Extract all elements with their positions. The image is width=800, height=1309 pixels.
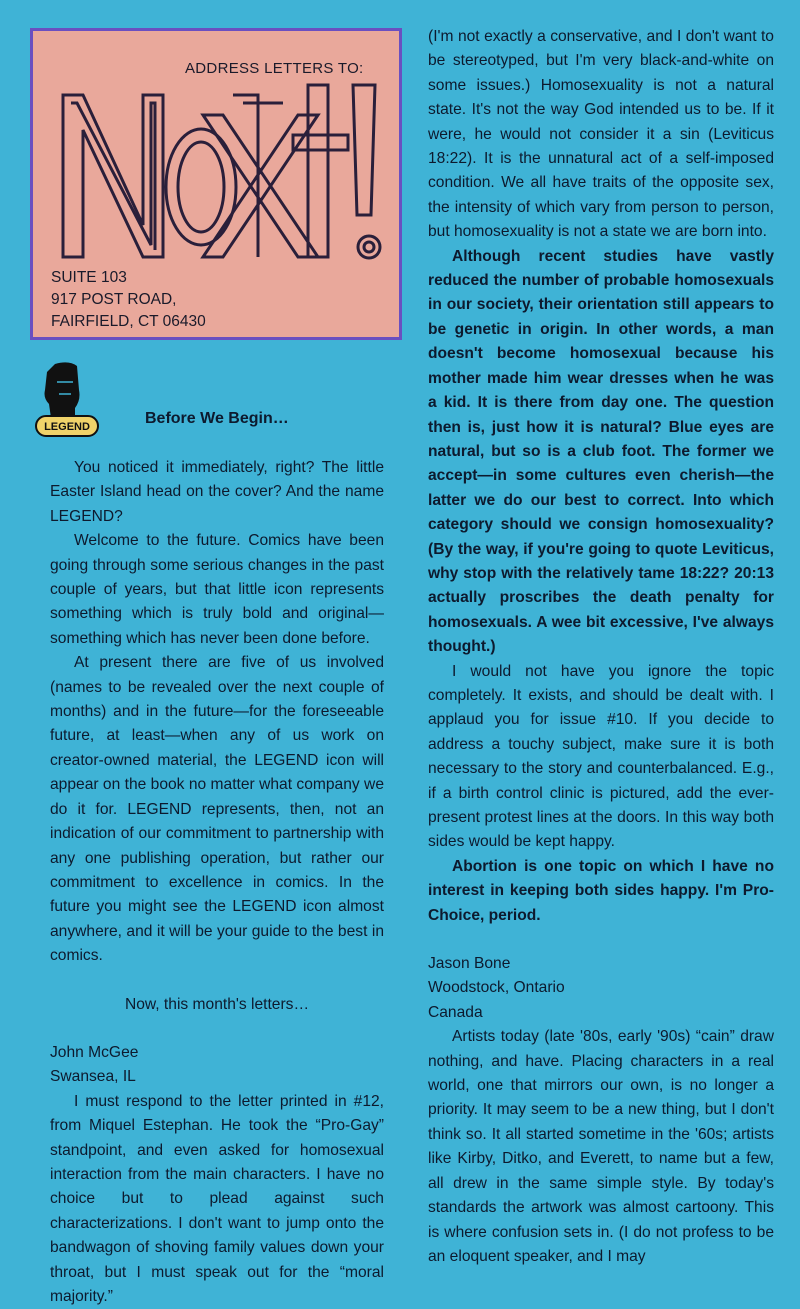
paragraph: Artists today (late '80s, early '90s) “cain” draw nothing, and have. Placing characters in a real world, one that mirrors our own, is no longer a priority. It may seem to be a new thing, but I don't think so. It all started sometime in the '60s; artists like Kirby, Ditko, and Everett, to name but a few, all drew in the same simple style. By today's standards the artwork was almost cartoony. This is where confusion sets in. (I do not profess to be an eloquent speaker, and I may (428, 1028, 774, 1265)
legend-easter-island-icon (33, 360, 101, 440)
right-column (428, 25, 774, 1269)
letter-location: Swansea, IL (50, 1068, 136, 1086)
address-line-1: SUITE 103 (51, 269, 127, 286)
address-line-3: FAIRFIELD, CT 06430 (51, 313, 206, 330)
next-logo (53, 75, 393, 265)
paragraph: I would not have you ignore the topic completely. It exists, and should be dealt with. I applaud you for issue #10. If you decide to address a touchy subject, make sure it is both necessary to the story and counterbalanced. E.g., if a birth control clinic is pictured, add the ever-present protest lines at the doors. In this way both sides would be kept happy. (428, 662, 774, 851)
address-lines (51, 267, 206, 333)
letter-country: Canada (428, 1003, 483, 1021)
letter-author: John McGee (50, 1043, 139, 1061)
letter-location: Woodstock, Ontario (428, 979, 565, 997)
letters-intro: Now, this month's letters… (124, 995, 310, 1013)
paragraph: At present there are five of us involved (names to be revealed over the next couple of months) and in the future—for the foreseeable future, at least—when any of us work on creator-owned material, the LEGEND icon will appear on the book no matter what company we do it for. LEGEND represents, then, not an indication of our commitment to partnership with any one publishing operation, but rather our commitment to excellence in comics. In the future you might see the LEGEND icon almost anywhere, and it will be your guide to the best in comics. (50, 654, 384, 965)
paragraph: Welcome to the future. Comics have been going through some serious changes in the past couple of years, but that little icon represents something which is truly bold and original—something which has never been done before. (50, 532, 384, 647)
legend-label: LEGEND (44, 421, 90, 433)
address-box (30, 28, 402, 340)
letter-author: Jason Bone (428, 955, 511, 973)
editor-reply: Although recent studies have vastly reduced the number of probable homosexuals in our society, their orientation still appears to be genetic in origin. In other words, a man doesn't become homosexual because his mother made him wear dresses when he was a kid. It is there from day one. The question then is, just how it is natural? Blue eyes are natural, but so is a club foot. The former we accept—in some cultures even cherish—the latter we do our best to correct. Into which category should we consign homosexuality? (By the way, if you're going to quote Leviticus, why stop with the relatively tame 18:22? 20:13 actually proscribes the death penalty for homosexuals. A wee bit excessive, I've always thought.) (428, 247, 774, 656)
paragraph: You noticed it immediately, right? The little Easter Island head on the cover? And the name LEGEND? (50, 459, 384, 525)
paragraph: I must respond to the letter printed in #12, from Miquel Estephan. He took the “Pro-Gay” standpoint, and even asked for homosexual interaction from the main characters. I have no choice but to plead against such characterizations. I don't want to jump onto the bandwagon of shoving family values down your throat, but I must speak out for the “moral majority.” (50, 1092, 384, 1305)
editor-reply: Abortion is one topic on which I have no interest in keeping both sides happy. I'm Pro-Choice, period. (428, 857, 774, 924)
section-heading: Before We Begin… (145, 410, 289, 427)
paragraph: (I'm not exactly a conservative, and I don't want to be stereotyped, but I'm very black-and-white on some issues.) Homosexuality is not a natural state. It's not the way God intended us to be. If it were, he would not consider it a sin (Leviticus 18:22). It is the unnatural act of a self-imposed condition. We all have traits of the opposite sex, the intensity of which vary from person to person, but homosexuality is not a state we are born into. (428, 28, 774, 241)
address-line-2: 917 POST ROAD, (51, 291, 177, 308)
left-column (50, 456, 384, 1309)
address-header: ADDRESS LETTERS TO: (185, 60, 364, 77)
